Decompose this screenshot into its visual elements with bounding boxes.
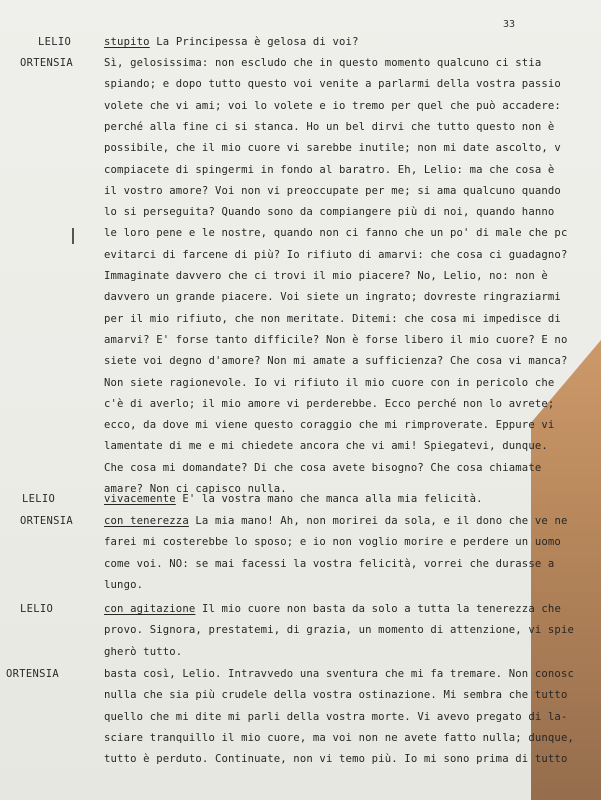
dialogue-line — [104, 603, 561, 615]
dialogue-line — [104, 732, 574, 744]
dialogue-line — [104, 668, 574, 680]
dialogue-text: provo. Signora, prestatemi, di grazia, un momento di attenzione, vi spie — [104, 624, 575, 637]
dialogue-text: Che cosa mi domandate? Di che cosa avete bisogno? Che cosa chiamate — [104, 461, 542, 474]
dialogue-text: siete voi degno d'amore? Non mi amate a sufficienza? Che cosa vi manca? — [104, 355, 568, 368]
dialogue-text: il vostro amore? Voi non vi preoccupate per me; si ama qualcuno quando — [104, 184, 561, 197]
speaker-name: LELIO — [38, 36, 72, 48]
dialogue-line — [104, 334, 568, 346]
dialogue-text: amare? Non ci capisco nulla. — [104, 483, 287, 495]
dialogue-text: E' la vostra mano che manca alla mia felicità. — [182, 493, 483, 505]
stage-direction: vivacemente — [104, 493, 176, 505]
dialogue-text: La mia mano! Ah, non morirei da sola, e il dono che ve ne — [195, 515, 568, 527]
dialogue-line — [104, 462, 541, 474]
dialogue-text: amarvi? E' forse tanto difficile? Non è forse libero il mio cuore? E no — [104, 333, 568, 346]
dialogue-text: farei mi costerebbe lo sposo; e io non voglio morire e perdere un uomo — [104, 536, 561, 549]
dialogue-line — [104, 36, 359, 48]
dialogue-text: lo si perseguita? Quando sono da compiangere più di noi, quando hanno — [104, 206, 555, 219]
dialogue-text: perché alla fine ci si stanca. Ho un bel dirvi che tutto questo non è — [104, 120, 555, 133]
speaker-name: ORTENSIA — [6, 668, 59, 680]
dialogue-line — [104, 646, 182, 658]
dialogue-line — [104, 249, 568, 261]
margin-mark — [72, 228, 74, 244]
dialogue-text: evitarci di farcene di più? Io rifiuto di amarvi: che cosa ci guadagno? — [104, 248, 568, 261]
speaker-name: ORTENSIA — [20, 515, 73, 527]
dialogue-text: tutto è perduto. Continuate, non vi temo più. Io mi sono prima di tutto — [104, 753, 568, 766]
dialogue-text: La Principessa è gelosa di voi? — [156, 36, 359, 48]
dialogue-line — [104, 624, 574, 636]
dialogue-line — [104, 689, 568, 701]
dialogue-line — [104, 398, 554, 410]
stage-direction: stupito — [104, 36, 150, 48]
dialogue-line — [104, 377, 554, 389]
dialogue-text: Non siete ragionevole. Io vi rifiuto il mio cuore con in pericolo che — [104, 376, 555, 389]
dialogue-line — [104, 142, 561, 154]
dialogue-text: possibile, che il mio cuore vi sarebbe inutile; non mi date ascolto, v — [104, 142, 561, 155]
dialogue-line — [104, 57, 541, 69]
dialogue-line — [104, 355, 568, 367]
dialogue-text: Sì, gelosissima: non escludo che in questo momento qualcuno ci stia — [104, 57, 542, 69]
dialogue-text: gherò tutto. — [104, 645, 183, 658]
stage-direction: con agitazione — [104, 603, 196, 615]
dialogue-text: sciare tranquillo il mio cuore, ma voi non ne avete fatto nulla; dunque, — [104, 731, 575, 744]
dialogue-text: quello che mi dite mi parli della vostra morte. Vi avevo pregato di la- — [104, 710, 568, 723]
dialogue-text: spiando; e dopo tutto questo voi venite a parlarmi della vostra passio — [104, 78, 561, 91]
dialogue-text: Immaginate davvero che ci trovi il mio piacere? No, Lelio, no: non è — [104, 270, 548, 282]
dialogue-line — [104, 493, 483, 505]
dialogue-text: per il mio rifiuto, che non meritate. Ditemi: che cosa mi impedisce di — [104, 312, 561, 325]
speaker-name: LELIO — [20, 603, 54, 615]
dialogue-line — [104, 185, 561, 197]
dialogue-line — [104, 419, 554, 431]
dialogue-line — [104, 536, 561, 548]
dialogue-line — [104, 711, 568, 723]
dialogue-text: davvero un grande piacere. Voi siete un ingrato; dovreste ringraziarmi — [104, 291, 561, 304]
dialogue-line — [104, 291, 561, 303]
dialogue-text: lungo. — [104, 578, 144, 591]
dialogue-line — [104, 227, 568, 239]
dialogue-line — [104, 515, 568, 527]
dialogue-line — [104, 164, 554, 176]
dialogue-line — [104, 440, 548, 452]
stage-direction: con tenerezza — [104, 515, 189, 527]
dialogue-text: c'è di averlo; il mio amore vi perderebbe. Ecco perché non lo avrete; — [104, 397, 555, 410]
dialogue-line — [104, 121, 554, 133]
speaker-name: ORTENSIA — [20, 57, 73, 69]
dialogue-line — [104, 206, 554, 218]
dialogue-line — [104, 579, 143, 591]
dialogue-line — [104, 558, 554, 570]
page-number: 33 — [503, 19, 516, 30]
dialogue-line — [104, 78, 561, 90]
dialogue-text: nulla che sia più crudele della vostra ostinazione. Mi sembra che tutto — [104, 689, 568, 702]
dialogue-line — [104, 100, 561, 112]
dialogue-text: compiacete di spingermi in fondo al baratro. Eh, Lelio: ma che cosa è — [104, 163, 555, 176]
dialogue-text: Il mio cuore non basta da solo a tutta la tenerezza che — [201, 603, 561, 615]
dialogue-text: le loro pene e le nostre, quando non ci fanno che un po' di male che pc — [104, 227, 568, 240]
dialogue-line — [104, 753, 568, 765]
dialogue-text: ecco, da dove mi viene questo coraggio che mi rimproverate. Eppure vi — [104, 419, 555, 432]
dialogue-line — [104, 270, 548, 282]
dialogue-line — [104, 313, 561, 325]
dialogue-text: volete che vi ami; voi lo volete e io tremo per quel che può accadere: — [104, 99, 561, 112]
dialogue-text: come voi. NO: se mai facessi la vostra felicità, vorrei che durasse a — [104, 557, 555, 570]
speaker-name: LELIO — [22, 493, 56, 505]
dialogue-text: lamentate di me e mi chiedete ancora che vi ami! Spiegatevi, dunque. — [104, 440, 548, 453]
dialogue-text: basta così, Lelio. Intravvedo una sventura che mi fa tremare. Non conosc — [104, 668, 575, 680]
